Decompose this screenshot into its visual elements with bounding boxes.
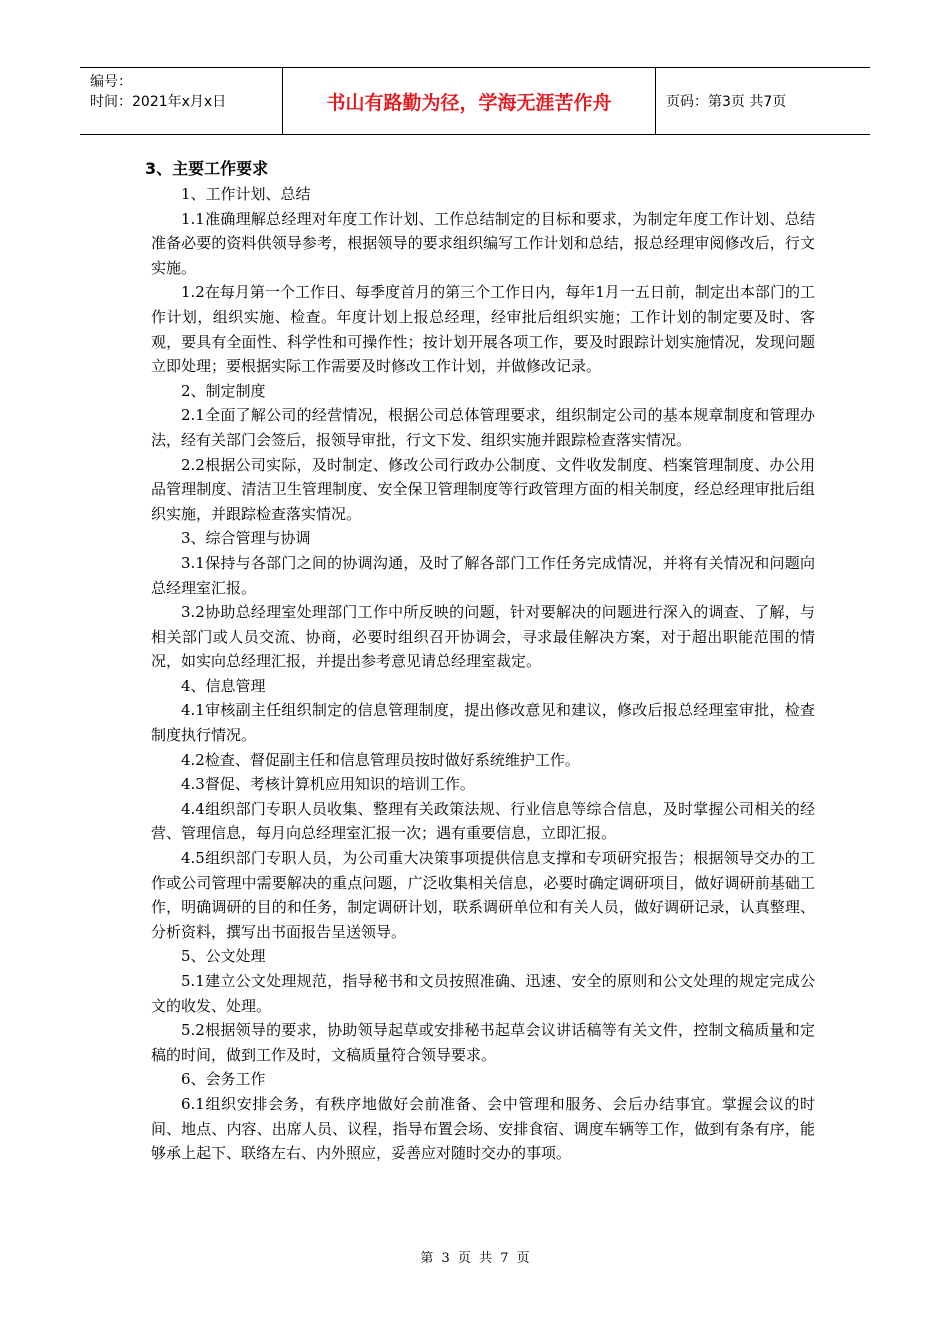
paragraph: 1.1准确理解总经理对年度工作计划、工作总结制定的目标和要求，为制定年度工作计划、总结准备必要的资料供领导参考，根据领导的要求组织编写工作计划和总结，报总经理审阅修改后，行文实施。 bbox=[151, 209, 815, 277]
paragraph: 4.1审核副主任组织制定的信息管理制度，提出修改意见和建议，修改后报总经理室审批，检查制度执行情况。 bbox=[151, 701, 815, 745]
subsection-heading: 5、公文处理 bbox=[181, 947, 266, 966]
page-header bbox=[80, 67, 870, 135]
paragraph: 5.2根据领导的要求，协助领导起草或安排秘书起草会议讲话稿等有关文件，控制文稿质量和定稿的时间，做到工作及时，文稿质量符合领导要求。 bbox=[151, 1021, 815, 1064]
paragraph: 4.4组织部门专职人员收集、整理有关政策法规、行业信息等综合信息，及时掌握公司相关的经营、管理信息，每月向总经理室汇报一次；遇有重要信息，立即汇报。 bbox=[151, 799, 815, 843]
paragraph: 4.3督促、考核计算机应用知识的培训工作。 bbox=[181, 775, 475, 794]
header-meta bbox=[80, 68, 283, 134]
paragraph: 3.2协助总经理室处理部门工作中所反映的问题，针对要解决的问题进行深入的调查、了解，与相关部门或人员交流、协商，必要时组织召开协调会，寻求最佳解决方案，对于超出职能范围的情况，如实向总经理汇报，并提出参考意见请总经理室裁定。 bbox=[151, 603, 815, 671]
subsection-heading: 3、综合管理与协调 bbox=[181, 529, 311, 548]
section-title: 3、主要工作要求 bbox=[145, 159, 269, 178]
paragraph: 3.1保持与各部门之间的协调沟通，及时了解各部门工作任务完成情况，并将有关情况和问题向总经理室汇报。 bbox=[151, 553, 815, 597]
paragraph: 5.1建立公文处理规范，指导秘书和文员按照准确、迅速、安全的原则和公文处理的规定完成公文的收发、处理。 bbox=[151, 972, 815, 1015]
subsection-heading: 4、信息管理 bbox=[181, 676, 266, 695]
subsection-heading: 6、会务工作 bbox=[181, 1070, 266, 1089]
document-body bbox=[145, 156, 815, 1166]
document-number-label: 编号： bbox=[90, 74, 132, 90]
paragraph: 4.2检查、督促副主任和信息管理员按时做好系统维护工作。 bbox=[181, 750, 580, 769]
paragraph: 2.2根据公司实际，及时制定、修改公司行政办公制度、文件收发制度、档案管理制度、办公用品管理制度、清洁卫生管理制度、安全保卫管理制度等行政管理方面的相关制度，经总经理审批后组织实施，并跟踪检查落实情况。 bbox=[151, 455, 815, 523]
page-footer: 第 3 页 共 7 页 bbox=[420, 1251, 530, 1266]
header-page-label: 页码：第3页 共7页 bbox=[666, 94, 787, 110]
paragraph: 4.5组织部门专职人员，为公司重大决策事项提供信息支撑和专项研究报告；根据领导交办的工作或公司管理中需要解决的重点问题，广泛收集相关信息，必要时确定调研项目，做好调研前基础工作，明确调研的目的和任务，制定调研计划，联系调研单位和有关人员，做好调研记录，认真整理、分析资料，撰写出书面报告呈送领导。 bbox=[151, 849, 815, 941]
subsection-heading: 2、制定制度 bbox=[181, 381, 266, 400]
paragraph: 1.2在每月第一个工作日、每季度首月的第三个工作日内，每年1月一五日前，制定出本部门的工作计划，组织实施、检查。年度计划上报总经理，经审批后组织实施；工作计划的制定要及时、客观，要具有全面性、科学性和可操作性；按计划开展各项工作，要及时跟踪计划实施情况，发现问题立即处理；要根据实际工作需要及时修改工作计划，并做修改记录。 bbox=[151, 283, 815, 376]
header-motto: 书山有路勤为径，学海无涯苦作舟 bbox=[283, 68, 656, 134]
document-date-label: 时间：2021年x月x日 bbox=[90, 94, 227, 110]
paragraph: 2.1全面了解公司的经营情况，根据公司总体管理要求，组织制定公司的基本规章制度和管理办法，经有关部门会签后，报领导审批，行文下发、组织实施并跟踪检查落实情况。 bbox=[151, 406, 815, 449]
paragraph: 6.1组织安排会务，有秩序地做好会前准备、会中管理和服务、会后办结事宜。掌握会议的时间、地点、内容、出席人员、议程，指导布置会场、安排食宿、调度车辆等工作，做到有条有序，能够承上起下、联络左右、内外照应，妥善应对随时交办的事项。 bbox=[151, 1094, 815, 1163]
subsection-heading: 1、工作计划、总结 bbox=[181, 185, 311, 203]
